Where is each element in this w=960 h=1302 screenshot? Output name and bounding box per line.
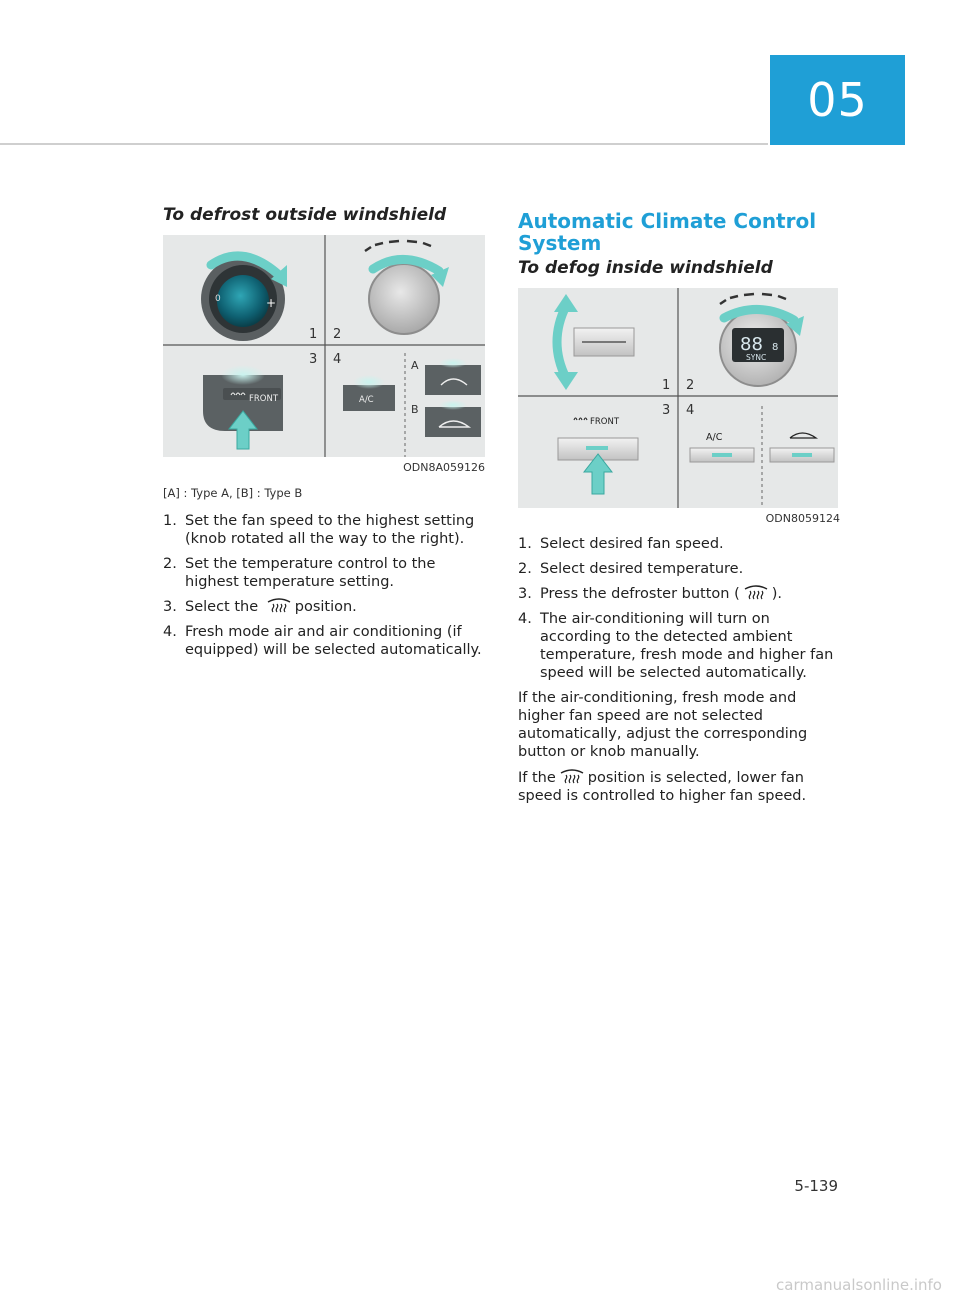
front-glow — [221, 365, 265, 385]
rocker-arrowhead-down — [554, 372, 578, 390]
figure-label-1: 1 — [662, 378, 671, 393]
figure-label-b: B — [411, 403, 419, 416]
manual-adjust-paragraph: If the air-conditioning, fresh mode and higher fan speed are not selected automatically, adjust the corresponding button or knob manually. — [518, 690, 808, 760]
defog-inside-illustration — [518, 288, 838, 508]
right-column — [518, 210, 840, 813]
ac-label: A/C — [359, 395, 374, 405]
step-item: 3. Select the position. — [163, 599, 357, 615]
display-sync: SYNC — [746, 353, 767, 362]
automatic-climate-heading: Automatic Climate Control System — [518, 209, 817, 255]
recirculation-button-type-b — [425, 400, 481, 437]
chapter-tab — [770, 55, 905, 145]
defrost-outside-heading: To defrost outside windshield — [163, 205, 447, 225]
temp-scale-marks — [720, 294, 786, 304]
watermark: carmanualsonline.info — [776, 1276, 942, 1294]
left-column — [163, 205, 485, 666]
chapter-number: 05 — [807, 73, 868, 127]
figure-code-right: ODN8059124 — [765, 512, 840, 525]
step-item: 1. Set the fan speed to the highest setting (knob rotated all the way to the right). — [163, 513, 475, 547]
figure-code-left: ODN8A059126 — [403, 461, 485, 474]
figure-label-1: 1 — [309, 327, 318, 342]
step-item: 4. Fresh mode air and air conditioning (if equipped) will be selected automatically. — [163, 624, 482, 658]
defog-inside-heading: To defog inside windshield — [518, 258, 773, 278]
ac-glow — [353, 375, 385, 389]
figure-label-4: 4 — [333, 352, 342, 367]
recirculation-button-type-a — [425, 358, 481, 395]
figure-label-4: 4 — [686, 403, 695, 418]
display-small: 8 — [772, 342, 779, 353]
figure-label-3: 3 — [309, 352, 318, 367]
step-item: 2. Select desired temperature. — [518, 561, 744, 577]
front-label: FRONT — [590, 417, 620, 427]
header-rule — [0, 143, 768, 145]
figure-label-a: A — [411, 359, 419, 372]
front-defrost-icon — [559, 769, 585, 787]
fan-speed-paragraph: If the position is selected, lower fan speed is controlled to higher fan speed. — [518, 770, 807, 804]
svg-text:+: + — [266, 296, 277, 310]
figure-label-2: 2 — [686, 378, 695, 393]
figure-label-3: 3 — [662, 403, 671, 418]
figure-label-2: 2 — [333, 327, 342, 342]
ac-label: A/C — [706, 432, 723, 443]
ac-button — [690, 432, 754, 462]
temperature-knob — [369, 264, 439, 334]
rocker-arrowhead-up — [554, 294, 578, 312]
display-temp: 88 — [740, 334, 763, 355]
defog-inside-figure — [518, 288, 838, 508]
front-defrost-icon — [266, 598, 292, 616]
step-item: 4. The air-conditioning will turn on according to the detected ambient temperature, fresh mode and higher fan speed will be selected automatically. — [518, 611, 834, 681]
recirculation-button — [770, 433, 834, 462]
rocker-arrow — [557, 306, 566, 378]
page-number: 5-139 — [794, 1177, 838, 1195]
defog-steps — [518, 535, 840, 682]
step-item: 2. Set the temperature control to the highest temperature setting. — [163, 556, 436, 590]
front-label: FRONT — [249, 394, 279, 404]
temp-scale-marks — [365, 241, 431, 251]
front-defrost-icon — [743, 585, 769, 603]
defrost-outside-figure — [163, 235, 485, 457]
svg-text:0: 0 — [215, 294, 221, 304]
step-item: 3. Press the defroster button ( ). — [518, 586, 783, 602]
step-item: 1. Select desired fan speed. — [518, 536, 724, 552]
defrost-outside-illustration — [163, 235, 485, 457]
figure-caption-left: [A] : Type A, [B] : Type B — [163, 486, 303, 500]
defrost-steps — [163, 512, 485, 659]
